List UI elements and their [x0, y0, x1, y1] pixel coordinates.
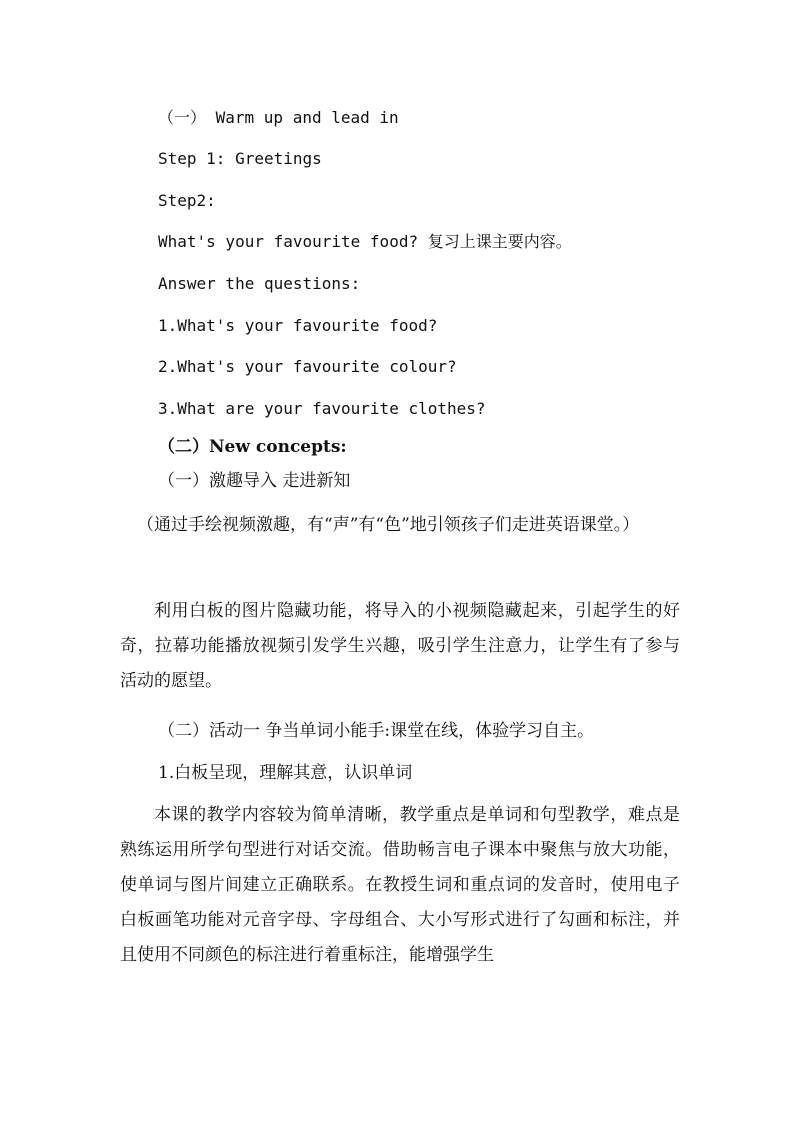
activity-one-paragraph: 本课的教学内容较为简单清晰，教学重点是单词和句型教学，难点是熟练运用所学句型进行对话交流。借助畅言电子课本中聚焦与放大功能，使单词与图片间建立正确联系。在教授生词和重点词的发音时，使用电子白板画笔功能对元音字母、字母组合、大小写形式进行了勾画和标注，并且使用不同颜色的标注进行着重标注，能增强学生 — [120, 805, 680, 965]
answer-intro-line: Answer the questions: — [158, 274, 361, 293]
step-2-line: Step2: — [158, 191, 216, 210]
question-item: 1.What's your favourite food? — [158, 316, 438, 335]
activity-point-1: 1.白板呈现，理解其意，认识单词 — [158, 763, 413, 783]
question-item: 2.What's your favourite colour? — [158, 357, 457, 376]
subsection-heading-lead-in: （一）激趣导入 走进新知 — [158, 471, 351, 491]
step-1-line: Step 1: Greetings — [158, 149, 322, 168]
lead-in-paragraph: 利用白板的图片隐藏功能，将导入的小视频隐藏起来，引起学生的好奇，拉幕功能播放视频引发学生兴趣，吸引学生注意力，让学生有了参与活动的愿望。 — [120, 601, 680, 691]
question-item: 3.What are your favourite clothes? — [158, 399, 486, 418]
section-heading-warmup: （一） Warm up and lead in — [158, 108, 399, 127]
section-heading-new-concepts: （二）New concepts: — [158, 437, 347, 457]
review-line: What's your favourite food? 复习上课主要内容。 — [158, 232, 572, 251]
subsection-heading-activity-one: （二）活动一 争当单词小能手:课堂在线，体验学习自主。 — [158, 721, 595, 741]
lead-in-note: （通过手绘视频激趣，有“声”有“色”地引领孩子们走进英语课堂。） — [137, 515, 640, 535]
